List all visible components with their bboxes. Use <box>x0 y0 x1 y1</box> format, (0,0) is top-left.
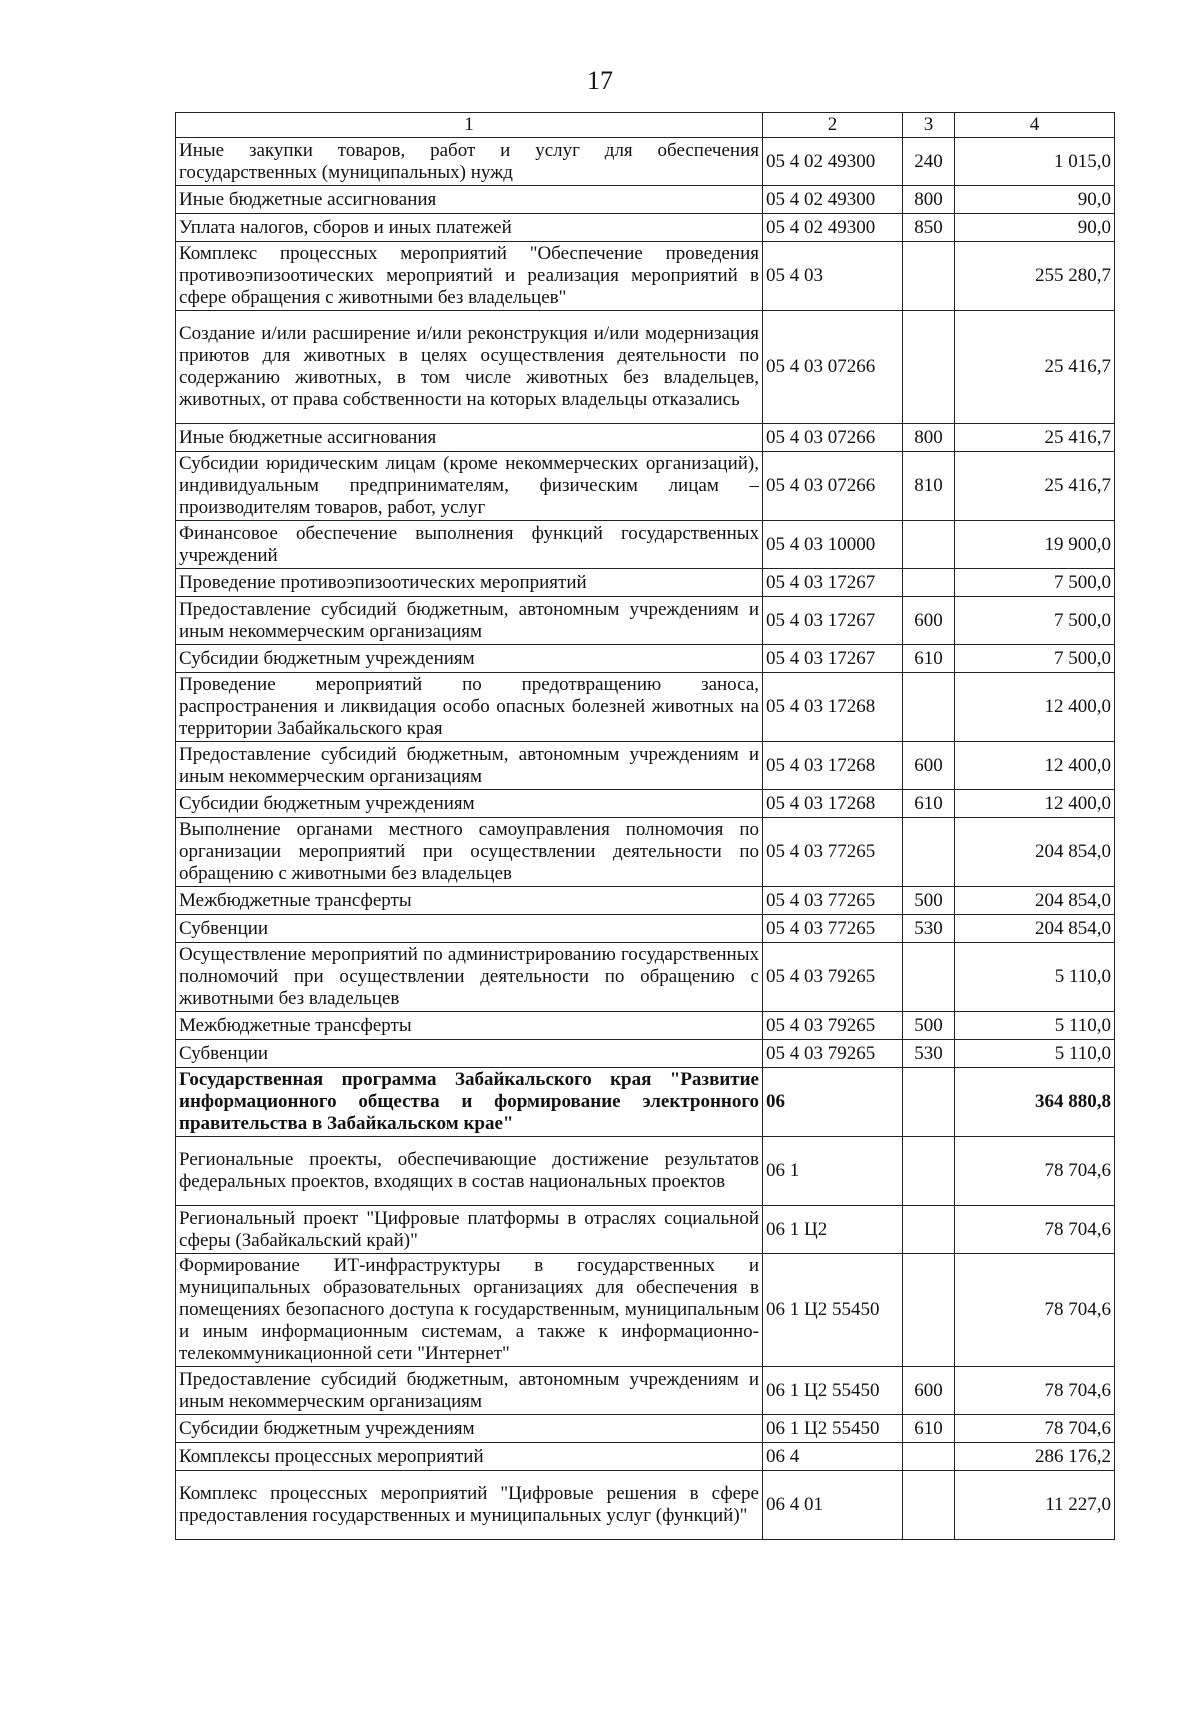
table-body <box>176 138 1115 1540</box>
row-name: Формирование ИТ-инфраструктуры в государственных и муниципальных образовательных организациях для обеспечения в помещениях безопасного доступа к государственным, муниципальным и иным информационным системам, а также к информационно-телекоммуникационной сети "Интернет" <box>176 1254 763 1367</box>
row-amount: 255 280,7 <box>955 242 1115 311</box>
table-row <box>176 242 1115 311</box>
row-type <box>903 673 955 742</box>
row-amount: 12 400,0 <box>955 790 1115 818</box>
table-row <box>176 1443 1115 1471</box>
row-amount: 25 416,7 <box>955 311 1115 424</box>
row-amount: 25 416,7 <box>955 424 1115 452</box>
table-row <box>176 569 1115 597</box>
row-name: Комплекс процессных мероприятий "Обеспечение проведения противоэпизоотических мероприятий и реализация мероприятий в сфере обращения с животными без владельцев" <box>176 242 763 311</box>
row-name: Субвенции <box>176 1040 763 1068</box>
row-amount: 5 110,0 <box>955 1012 1115 1040</box>
table-row <box>176 1415 1115 1443</box>
row-name: Региональный проект "Цифровые платформы в отраслях социальной сферы (Забайкальский край)" <box>176 1206 763 1254</box>
row-name: Государственная программа Забайкальского края "Развитие информационного общества и формирование электронного правительства в Забайкальском крае" <box>176 1068 763 1137</box>
row-code: 05 4 03 17268 <box>763 742 903 790</box>
table-row <box>176 186 1115 214</box>
header-col-2: 2 <box>763 113 903 138</box>
table-row <box>176 214 1115 242</box>
row-type: 240 <box>903 138 955 186</box>
row-code: 05 4 03 17267 <box>763 597 903 645</box>
table-row <box>176 645 1115 673</box>
page-number: 17 <box>587 66 613 95</box>
row-name: Комплекс процессных мероприятий "Цифровые решения в сфере предоставления государственных и муниципальных услуг (функций)" <box>176 1471 763 1540</box>
row-code: 05 4 03 10000 <box>763 521 903 569</box>
row-type: 610 <box>903 790 955 818</box>
row-name: Иные бюджетные ассигнования <box>176 424 763 452</box>
row-code: 05 4 03 17268 <box>763 790 903 818</box>
header-col-3: 3 <box>903 113 955 138</box>
row-name: Межбюджетные трансферты <box>176 1012 763 1040</box>
row-type: 500 <box>903 1012 955 1040</box>
row-amount: 5 110,0 <box>955 943 1115 1012</box>
row-code: 05 4 02 49300 <box>763 186 903 214</box>
row-name: Предоставление субсидий бюджетным, автономным учреждениям и иным некоммерческим организациям <box>176 597 763 645</box>
row-name: Субсидии бюджетным учреждениям <box>176 790 763 818</box>
row-amount: 78 704,6 <box>955 1137 1115 1206</box>
row-code: 06 4 01 <box>763 1471 903 1540</box>
row-name: Уплата налогов, сборов и иных платежей <box>176 214 763 242</box>
row-amount: 78 704,6 <box>955 1415 1115 1443</box>
row-type: 800 <box>903 424 955 452</box>
row-type <box>903 521 955 569</box>
row-type <box>903 311 955 424</box>
table-row <box>176 521 1115 569</box>
table-row <box>176 742 1115 790</box>
table-row <box>176 311 1115 424</box>
row-amount: 25 416,7 <box>955 452 1115 521</box>
row-code: 05 4 02 49300 <box>763 138 903 186</box>
row-code: 05 4 03 07266 <box>763 452 903 521</box>
row-type <box>903 1137 955 1206</box>
row-code: 05 4 03 17267 <box>763 645 903 673</box>
row-amount: 1 015,0 <box>955 138 1115 186</box>
row-amount: 7 500,0 <box>955 645 1115 673</box>
row-name: Иные бюджетные ассигнования <box>176 186 763 214</box>
row-name: Субсидии бюджетным учреждениям <box>176 645 763 673</box>
row-amount: 78 704,6 <box>955 1206 1115 1254</box>
row-name: Предоставление субсидий бюджетным, автономным учреждениям и иным некоммерческим организациям <box>176 1367 763 1415</box>
row-type <box>903 242 955 311</box>
row-code: 05 4 03 07266 <box>763 311 903 424</box>
row-type: 500 <box>903 887 955 915</box>
row-amount: 7 500,0 <box>955 597 1115 645</box>
row-amount: 204 854,0 <box>955 818 1115 887</box>
row-code: 05 4 03 77265 <box>763 915 903 943</box>
row-type <box>903 569 955 597</box>
row-code: 05 4 03 79265 <box>763 1040 903 1068</box>
row-type <box>903 1443 955 1471</box>
row-amount: 12 400,0 <box>955 673 1115 742</box>
row-type <box>903 1254 955 1367</box>
row-amount: 7 500,0 <box>955 569 1115 597</box>
row-amount: 11 227,0 <box>955 1471 1115 1540</box>
row-type: 600 <box>903 742 955 790</box>
row-type <box>903 818 955 887</box>
table-row <box>176 1068 1115 1137</box>
row-type: 600 <box>903 597 955 645</box>
table-row <box>176 452 1115 521</box>
table-row <box>176 1367 1115 1415</box>
row-amount: 78 704,6 <box>955 1254 1115 1367</box>
row-type <box>903 943 955 1012</box>
row-code: 06 4 <box>763 1443 903 1471</box>
row-code: 06 1 Ц2 55450 <box>763 1415 903 1443</box>
table-row <box>176 1040 1115 1068</box>
row-code: 06 <box>763 1068 903 1137</box>
row-name: Проведение мероприятий по предотвращению заноса, распространения и ликвидация особо опасных болезней животных на территории Забайкальского края <box>176 673 763 742</box>
row-code: 06 1 Ц2 55450 <box>763 1254 903 1367</box>
row-type <box>903 1206 955 1254</box>
table-row <box>176 790 1115 818</box>
row-name: Межбюджетные трансферты <box>176 887 763 915</box>
row-amount: 286 176,2 <box>955 1443 1115 1471</box>
table-row <box>176 818 1115 887</box>
row-amount: 12 400,0 <box>955 742 1115 790</box>
row-code: 05 4 03 17268 <box>763 673 903 742</box>
row-code: 06 1 Ц2 55450 <box>763 1367 903 1415</box>
table-row <box>176 915 1115 943</box>
row-amount: 204 854,0 <box>955 887 1115 915</box>
row-code: 05 4 03 77265 <box>763 887 903 915</box>
row-type: 810 <box>903 452 955 521</box>
row-type <box>903 1471 955 1540</box>
row-name: Проведение противоэпизоотических мероприятий <box>176 569 763 597</box>
table-row <box>176 673 1115 742</box>
table-row <box>176 1012 1115 1040</box>
table-row <box>176 1137 1115 1206</box>
row-type: 600 <box>903 1367 955 1415</box>
row-amount: 19 900,0 <box>955 521 1115 569</box>
table-row <box>176 424 1115 452</box>
row-name: Региональные проекты, обеспечивающие достижение результатов федеральных проектов, входящих в состав национальных проектов <box>176 1137 763 1206</box>
row-amount: 78 704,6 <box>955 1367 1115 1415</box>
row-code: 06 1 Ц2 <box>763 1206 903 1254</box>
row-code: 05 4 03 07266 <box>763 424 903 452</box>
table-row <box>176 597 1115 645</box>
row-amount: 204 854,0 <box>955 915 1115 943</box>
row-name: Финансовое обеспечение выполнения функций государственных учреждений <box>176 521 763 569</box>
table-header-row <box>176 113 1115 138</box>
row-name: Предоставление субсидий бюджетным, автономным учреждениям и иным некоммерческим организациям <box>176 742 763 790</box>
row-name: Создание и/или расширение и/или реконструкция и/или модернизация приютов для животных в целях осуществления деятельности по содержанию животных, в том числе животных без владельцев, животных, от права собственности на которых владельцы отказались <box>176 311 763 424</box>
row-code: 05 4 02 49300 <box>763 214 903 242</box>
header-col-4: 4 <box>955 113 1115 138</box>
row-amount: 90,0 <box>955 214 1115 242</box>
row-code: 05 4 03 79265 <box>763 943 903 1012</box>
table-row <box>176 1471 1115 1540</box>
row-name: Субсидии бюджетным учреждениям <box>176 1415 763 1443</box>
row-amount: 5 110,0 <box>955 1040 1115 1068</box>
table-row <box>176 1206 1115 1254</box>
budget-table <box>175 112 1115 1540</box>
row-code: 05 4 03 17267 <box>763 569 903 597</box>
row-type: 530 <box>903 915 955 943</box>
row-name: Субвенции <box>176 915 763 943</box>
table-row <box>176 943 1115 1012</box>
header-col-1: 1 <box>176 113 763 138</box>
row-code: 05 4 03 79265 <box>763 1012 903 1040</box>
row-type: 850 <box>903 214 955 242</box>
row-amount: 364 880,8 <box>955 1068 1115 1137</box>
row-name: Иные закупки товаров, работ и услуг для обеспечения государственных (муниципальных) нужд <box>176 138 763 186</box>
row-amount: 90,0 <box>955 186 1115 214</box>
row-type <box>903 1068 955 1137</box>
row-name: Выполнение органами местного самоуправления полномочия по организации мероприятий при осуществлении деятельности по обращению с животными без владельцев <box>176 818 763 887</box>
row-code: 06 1 <box>763 1137 903 1206</box>
table-row <box>176 138 1115 186</box>
row-name: Осуществление мероприятий по администрированию государственных полномочий при осуществлении деятельности по обращению с животными без владельцев <box>176 943 763 1012</box>
row-type: 800 <box>903 186 955 214</box>
row-type: 610 <box>903 645 955 673</box>
table-row <box>176 887 1115 915</box>
row-type: 530 <box>903 1040 955 1068</box>
row-name: Субсидии юридическим лицам (кроме некоммерческих организаций), индивидуальным предпринимателям, физическим лицам – производителям товаров, работ, услуг <box>176 452 763 521</box>
row-type: 610 <box>903 1415 955 1443</box>
table-row <box>176 1254 1115 1367</box>
row-name: Комплексы процессных мероприятий <box>176 1443 763 1471</box>
row-code: 05 4 03 <box>763 242 903 311</box>
row-code: 05 4 03 77265 <box>763 818 903 887</box>
